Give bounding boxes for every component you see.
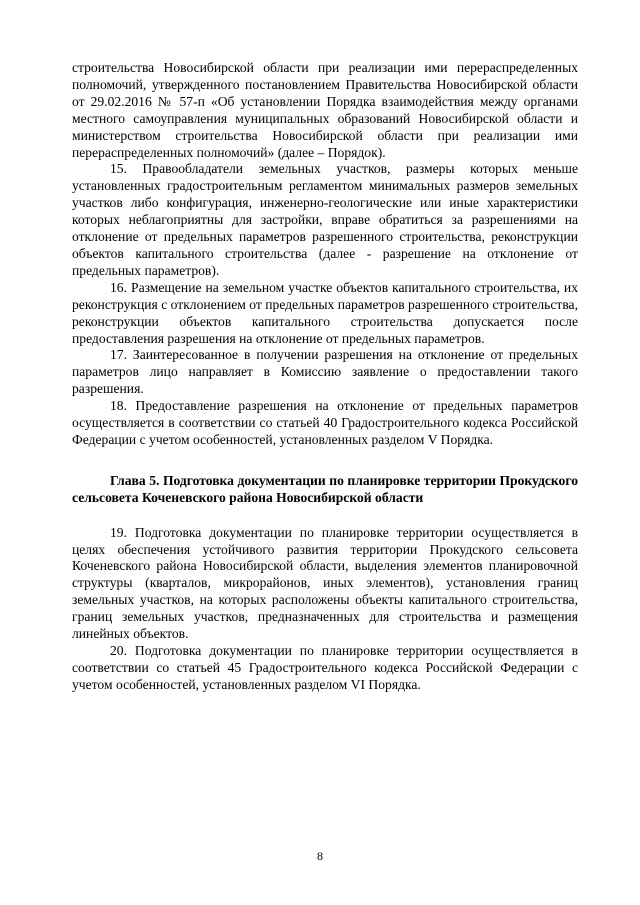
paragraph-continuation: строительства Новосибирской области при реализации ими перераспределенных полномочий, утвержденного постановлением Правительства Новосибирской области от 29.02.2016 № 57-п «Об установлении Порядка взаимодействия между органами местного самоуправления муниципальных образований Новосибирской области и министерством строительства Новосибирской области при реализации ими перераспределенных полномочий» (далее – Порядок). — [72, 60, 578, 160]
paragraph-16: 16. Размещение на земельном участке объектов капитального строительства, их реконструкция с отклонением от предельных параметров разрешенного строительства, реконструкции объектов капитального строительства допускается после предоставления разрешения на отклонение от предельных параметров. — [72, 279, 578, 346]
chapter-heading: Глава 5. Подготовка документации по планировке территории Прокудского сельсовета Коченевского района Новосибирской области — [72, 472, 578, 505]
paragraph-18: 18. Предоставление разрешения на отклонение от предельных параметров осуществляется в соответствии со статьей 40 Градостроительного кодекса Российской Федерации с учетом особенностей, установленных разделом V Порядка. — [72, 398, 578, 447]
spacer — [72, 449, 578, 473]
paragraph-15: 15. Правообладатели земельных участков, размеры которых меньше установленных градостроительным регламентом минимальных размеров земельных участков либо конфигурация, инженерно-геологические или иные характеристики которых неблагоприятны для застройки, вправе обратиться за разрешениями на отклонение от предельных параметров разрешенного строительства, реконструкции объектов капитального строительства (далее - разрешение на отклонение от предельных параметров). — [72, 161, 578, 278]
document-page — [72, 60, 578, 694]
spacer — [72, 507, 578, 525]
paragraph-19: 19. Подготовка документации по планировке территории осуществляется в целях обеспечения устойчивого развития территории Прокудского сельсовета Коченевского района Новосибирской области, выделения элементов планировочной структуры (кварталов, микрорайонов, иных элементов), установления границ земельных участков, на которых расположены объекты капитального строительства, границ земельных участков, предназначенных для строительства и размещения линейных объектов. — [72, 524, 578, 642]
paragraph-20: 20. Подготовка документации по планировке территории осуществляется в соответствии со статьей 45 Градостроительного кодекса Российской Федерации с учетом особенностей, установленных разделом VI Порядка. — [72, 643, 578, 692]
page-number: 8 — [317, 849, 323, 863]
paragraph-17: 17. Заинтересованное в получении разрешения на отклонение от предельных параметров лицо направляет в Комиссию заявление о предоставлении такого разрешения. — [72, 347, 578, 397]
